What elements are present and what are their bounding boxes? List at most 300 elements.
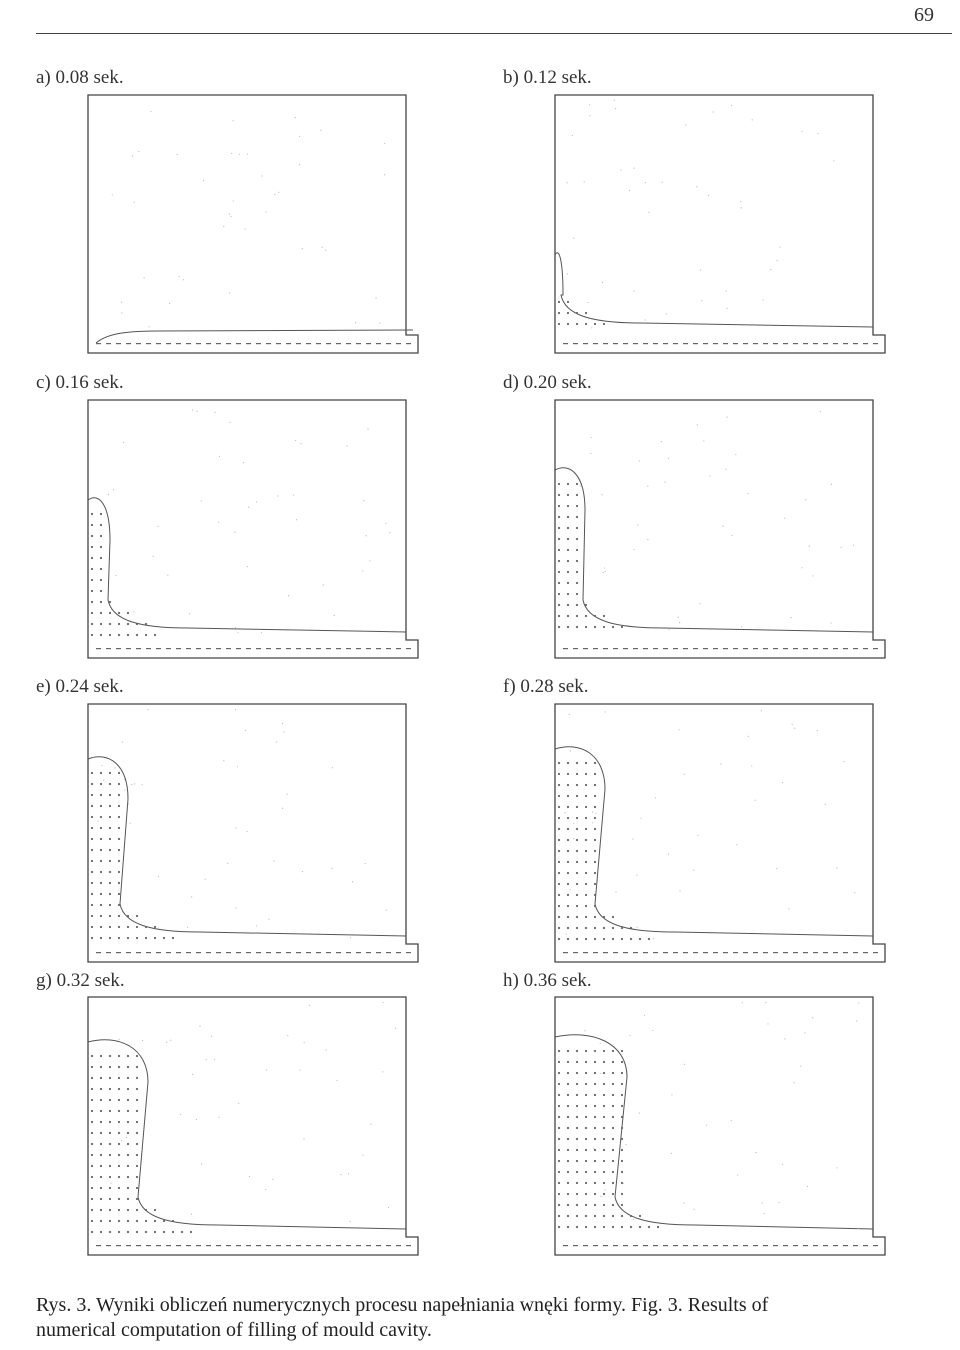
- noise-speck: [620, 169, 621, 170]
- velocity-dot: [567, 505, 569, 507]
- noise-speck: [573, 823, 574, 824]
- scan-noise: [584, 1002, 859, 1229]
- noise-speck: [272, 1179, 273, 1180]
- velocity-dot: [567, 483, 569, 485]
- velocity-dot: [585, 817, 587, 819]
- noise-speck: [229, 213, 230, 214]
- velocity-dot: [136, 937, 138, 939]
- velocity-arrow: [296, 952, 301, 953]
- velocity-arrow: [813, 1245, 818, 1246]
- velocity-arrow: [693, 343, 698, 344]
- noise-speck: [231, 153, 232, 154]
- noise-speck: [192, 1074, 193, 1075]
- velocity-arrow: [176, 648, 181, 649]
- noise-speck: [584, 1030, 585, 1031]
- velocity-dot: [567, 615, 569, 617]
- velocity-dot: [100, 1066, 102, 1068]
- velocity-arrow: [623, 343, 628, 344]
- noise-speck: [636, 875, 637, 876]
- noise-speck: [287, 794, 288, 795]
- velocity-arrow: [633, 648, 638, 649]
- noise-speck: [362, 570, 363, 571]
- noise-speck: [295, 440, 296, 441]
- velocity-arrow: [843, 1245, 848, 1246]
- velocity-arrow: [733, 1245, 738, 1246]
- noise-speck: [602, 282, 603, 283]
- velocity-dot: [100, 590, 102, 592]
- noise-speck: [709, 475, 710, 476]
- noise-speck: [699, 603, 700, 604]
- velocity-dot: [585, 1193, 587, 1195]
- noise-speck: [809, 546, 810, 547]
- velocity-dot: [558, 817, 560, 819]
- velocity-dot: [576, 1215, 578, 1217]
- simulation-panel-g: [88, 997, 418, 1257]
- velocity-dot: [100, 1110, 102, 1112]
- noise-speck: [235, 827, 236, 828]
- noise-speck: [770, 269, 771, 270]
- velocity-arrow: [743, 343, 748, 344]
- velocity-arrow: [843, 648, 848, 649]
- velocity-arrow: [653, 648, 658, 649]
- velocity-dot: [558, 1094, 560, 1096]
- noise-speck: [350, 937, 351, 938]
- velocity-dot: [594, 1138, 596, 1140]
- noise-speck: [788, 908, 789, 909]
- velocity-dot: [576, 1127, 578, 1129]
- velocity-arrow: [613, 648, 618, 649]
- velocity-arrow: [406, 1245, 411, 1246]
- noise-speck: [668, 853, 669, 854]
- velocity-arrow: [136, 648, 141, 649]
- velocity-arrow: [793, 952, 798, 953]
- velocity-dot: [136, 1187, 138, 1189]
- velocity-arrow: [246, 952, 251, 953]
- velocity-dot: [603, 1215, 605, 1217]
- velocity-arrow: [733, 648, 738, 649]
- velocity-arrow: [116, 952, 121, 953]
- velocity-arrow: [196, 1245, 201, 1246]
- velocity-dot: [109, 926, 111, 928]
- velocity-arrow: [603, 648, 608, 649]
- velocity-arrow: [376, 1245, 381, 1246]
- velocity-dot: [558, 323, 560, 325]
- velocity-dot: [639, 938, 641, 940]
- noise-speck: [603, 572, 604, 573]
- velocity-dot: [145, 1220, 147, 1222]
- velocity-arrow: [833, 648, 838, 649]
- noise-speck: [697, 424, 698, 425]
- velocity-dot: [136, 1176, 138, 1178]
- free-surface-line: [555, 468, 873, 632]
- noise-speck: [566, 933, 567, 934]
- noise-speck: [158, 876, 159, 877]
- simulation-panel-e: [88, 704, 418, 964]
- panel-label-b: b) 0.12 sek.: [503, 67, 592, 88]
- velocity-arrow: [306, 343, 311, 344]
- velocity-dot: [630, 1226, 632, 1228]
- velocity-dot: [118, 634, 120, 636]
- velocity-dot: [603, 1094, 605, 1096]
- noise-speck: [223, 226, 224, 227]
- noise-speck: [742, 1002, 743, 1003]
- velocity-dot: [91, 1110, 93, 1112]
- velocity-arrow: [156, 1245, 161, 1246]
- noise-speck: [569, 889, 570, 890]
- noise-speck: [238, 1103, 239, 1104]
- noise-speck: [346, 445, 347, 446]
- velocity-dot: [91, 772, 93, 774]
- velocity-dot: [567, 1072, 569, 1074]
- noise-speck: [130, 823, 131, 824]
- velocity-dot: [127, 1231, 129, 1233]
- velocity-dot: [567, 1215, 569, 1217]
- velocity-dot: [594, 1149, 596, 1151]
- noise-speck: [177, 154, 178, 155]
- noise-speck: [685, 124, 686, 125]
- velocity-dot: [567, 839, 569, 841]
- velocity-dot: [585, 1116, 587, 1118]
- velocity-dot: [100, 915, 102, 917]
- velocity-arrow: [236, 343, 241, 344]
- velocity-arrow: [276, 952, 281, 953]
- velocity-dot: [91, 849, 93, 851]
- velocity-dot: [603, 1116, 605, 1118]
- velocity-arrow: [306, 648, 311, 649]
- velocity-dot: [127, 1088, 129, 1090]
- velocity-arrow: [316, 1245, 321, 1246]
- velocity-dot: [576, 872, 578, 874]
- noise-speck: [121, 1140, 122, 1141]
- panel-f-svg: [555, 704, 885, 964]
- mould-outline: [88, 400, 418, 658]
- velocity-dot: [576, 1094, 578, 1096]
- velocity-arrow: [166, 343, 171, 344]
- noise-speck: [101, 765, 102, 766]
- noise-speck: [723, 526, 724, 527]
- velocity-arrow: [396, 343, 401, 344]
- noise-speck: [615, 108, 616, 109]
- velocity-dot: [576, 828, 578, 830]
- noise-speck: [283, 731, 284, 732]
- velocity-dot: [91, 623, 93, 625]
- velocity-dot: [603, 626, 605, 628]
- velocity-dot: [558, 1050, 560, 1052]
- free-surface-line: [555, 747, 873, 936]
- velocity-dot: [567, 1193, 569, 1195]
- velocity-vectors: [91, 772, 411, 953]
- velocity-dot: [594, 1160, 596, 1162]
- noise-speck: [683, 1203, 684, 1204]
- velocity-dot: [109, 860, 111, 862]
- velocity-dot: [585, 626, 587, 628]
- velocity-dot: [136, 1231, 138, 1233]
- velocity-dot: [109, 937, 111, 939]
- velocity-arrow: [703, 343, 708, 344]
- velocity-dot: [91, 590, 93, 592]
- velocity-dot: [558, 828, 560, 830]
- velocity-dot: [91, 805, 93, 807]
- velocity-dot: [585, 762, 587, 764]
- velocity-dot: [621, 1094, 623, 1096]
- velocity-dot: [558, 861, 560, 863]
- velocity-dot: [91, 1066, 93, 1068]
- noise-speck: [605, 711, 606, 712]
- velocity-dot: [118, 849, 120, 851]
- noise-speck: [166, 1042, 167, 1043]
- noise-speck: [671, 1094, 672, 1095]
- simulation-panel-f: [555, 704, 885, 964]
- velocity-arrow: [853, 343, 858, 344]
- velocity-dot: [558, 1193, 560, 1195]
- velocity-arrow: [306, 1245, 311, 1246]
- velocity-dot: [567, 1171, 569, 1173]
- velocity-dot: [91, 601, 93, 603]
- noise-speck: [777, 260, 778, 261]
- velocity-dot: [567, 927, 569, 929]
- velocity-vectors: [91, 1055, 411, 1246]
- velocity-dot: [585, 1138, 587, 1140]
- noise-speck: [567, 273, 568, 274]
- velocity-dot: [100, 546, 102, 548]
- panel-a-svg: [88, 95, 418, 355]
- velocity-dot: [118, 937, 120, 939]
- free-surface-line: [96, 330, 413, 343]
- velocity-dot: [109, 816, 111, 818]
- noise-speck: [375, 297, 376, 298]
- velocity-arrow: [563, 343, 568, 344]
- velocity-dot: [100, 860, 102, 862]
- noise-speck: [589, 104, 590, 105]
- velocity-dot: [558, 916, 560, 918]
- velocity-arrow: [683, 1245, 688, 1246]
- noise-speck: [595, 813, 596, 814]
- noise-speck: [600, 1196, 601, 1197]
- velocity-arrow: [346, 1245, 351, 1246]
- velocity-dot: [100, 882, 102, 884]
- noise-speck: [134, 202, 135, 203]
- noise-speck: [764, 1213, 765, 1214]
- velocity-arrow: [326, 648, 331, 649]
- panel-g-svg: [88, 997, 418, 1257]
- velocity-dot: [594, 916, 596, 918]
- velocity-dot: [603, 323, 605, 325]
- noise-speck: [382, 1071, 383, 1072]
- noise-speck: [573, 838, 574, 839]
- velocity-dot: [576, 817, 578, 819]
- noise-speck: [639, 460, 640, 461]
- noise-speck: [778, 1202, 779, 1203]
- noise-speck: [731, 1120, 732, 1121]
- velocity-dot: [91, 1165, 93, 1167]
- noise-speck: [245, 730, 246, 731]
- velocity-dot: [100, 1055, 102, 1057]
- velocity-arrow: [206, 648, 211, 649]
- noise-speck: [830, 622, 831, 623]
- velocity-arrow: [833, 343, 838, 344]
- velocity-dot: [558, 1160, 560, 1162]
- velocity-arrow: [663, 1245, 668, 1246]
- noise-speck: [352, 881, 353, 882]
- velocity-dot: [127, 1055, 129, 1057]
- velocity-dot: [576, 626, 578, 628]
- noise-speck: [782, 782, 783, 783]
- caption-line-1: Rys. 3. Wyniki obliczeń numerycznych procesu napełniania wnęki formy. Fig. 3. Results of: [36, 1294, 769, 1316]
- velocity-arrow: [793, 648, 798, 649]
- velocity-dot: [567, 1182, 569, 1184]
- noise-speck: [179, 276, 180, 277]
- velocity-dot: [558, 527, 560, 529]
- noise-speck: [755, 1152, 756, 1153]
- noise-speck: [205, 1059, 206, 1060]
- noise-speck: [276, 741, 277, 742]
- velocity-dot: [621, 1083, 623, 1085]
- velocity-dot: [118, 1088, 120, 1090]
- velocity-dot: [612, 1204, 614, 1206]
- velocity-dot: [612, 1226, 614, 1228]
- velocity-arrow: [623, 648, 628, 649]
- velocity-arrow: [823, 648, 828, 649]
- velocity-dot: [136, 1220, 138, 1222]
- noise-speck: [840, 547, 841, 548]
- noise-speck: [122, 741, 123, 742]
- noise-speck: [668, 458, 669, 459]
- velocity-arrow: [853, 1245, 858, 1246]
- noise-speck: [754, 800, 755, 801]
- velocity-arrow: [316, 952, 321, 953]
- velocity-dot: [100, 612, 102, 614]
- noise-speck: [591, 327, 592, 328]
- noise-speck: [124, 779, 125, 780]
- velocity-arrow: [236, 1245, 241, 1246]
- velocity-dot: [100, 1143, 102, 1145]
- velocity-dot: [172, 1231, 174, 1233]
- velocity-dot: [639, 1226, 641, 1228]
- noise-speck: [148, 709, 149, 710]
- velocity-dot: [585, 883, 587, 885]
- velocity-dot: [91, 546, 93, 548]
- velocity-dot: [567, 762, 569, 764]
- noise-speck: [116, 575, 117, 576]
- noise-speck: [302, 248, 303, 249]
- velocity-dot: [585, 916, 587, 918]
- velocity-dot: [612, 1083, 614, 1085]
- noise-speck: [282, 723, 283, 724]
- noise-speck: [274, 194, 275, 195]
- velocity-arrow: [563, 1245, 568, 1246]
- velocity-dot: [91, 1220, 93, 1222]
- velocity-arrow: [136, 952, 141, 953]
- velocity-arrow: [713, 343, 718, 344]
- velocity-arrow: [166, 1245, 171, 1246]
- noise-speck: [211, 1036, 212, 1037]
- velocity-dot: [567, 905, 569, 907]
- noise-speck: [248, 507, 249, 508]
- velocity-dot: [100, 1154, 102, 1156]
- velocity-dot: [100, 849, 102, 851]
- velocity-dot: [100, 1132, 102, 1134]
- noise-speck: [573, 237, 574, 238]
- panel-label-f: f) 0.28 sek.: [503, 676, 589, 697]
- noise-speck: [169, 303, 170, 304]
- velocity-dot: [576, 582, 578, 584]
- velocity-dot: [558, 1215, 560, 1217]
- velocity-arrow: [783, 343, 788, 344]
- velocity-dot: [100, 513, 102, 515]
- velocity-dot: [136, 1066, 138, 1068]
- velocity-dot: [163, 937, 165, 939]
- velocity-arrow: [236, 952, 241, 953]
- velocity-dot: [603, 1226, 605, 1228]
- velocity-arrow: [663, 343, 668, 344]
- velocity-dot: [109, 1143, 111, 1145]
- velocity-dot: [567, 527, 569, 529]
- velocity-dot: [100, 1121, 102, 1123]
- velocity-arrow: [216, 952, 221, 953]
- scan-noise: [567, 100, 835, 329]
- noise-speck: [748, 736, 749, 737]
- noise-speck: [234, 532, 235, 533]
- velocity-dot: [585, 850, 587, 852]
- velocity-dot: [621, 626, 623, 628]
- noise-speck: [243, 462, 244, 463]
- noise-speck: [751, 765, 752, 766]
- velocity-dot: [621, 1127, 623, 1129]
- velocity-arrow: [116, 1245, 121, 1246]
- velocity-dot: [118, 1055, 120, 1057]
- page-number: 69: [914, 4, 934, 26]
- velocity-dot: [594, 839, 596, 841]
- velocity-dot: [585, 615, 587, 617]
- noise-speck: [765, 1002, 766, 1003]
- noise-speck: [727, 416, 728, 417]
- velocity-dot: [118, 1154, 120, 1156]
- velocity-arrow: [396, 952, 401, 953]
- velocity-dot: [558, 1061, 560, 1063]
- velocity-dot: [594, 806, 596, 808]
- velocity-arrow: [703, 952, 708, 953]
- noise-speck: [666, 313, 667, 314]
- velocity-dot: [136, 1132, 138, 1134]
- velocity-dot: [576, 1072, 578, 1074]
- noise-speck: [323, 584, 324, 585]
- velocity-arrow: [116, 343, 121, 344]
- velocity-arrow: [673, 1245, 678, 1246]
- noise-speck: [782, 1164, 783, 1165]
- velocity-dot: [127, 1154, 129, 1156]
- velocity-arrow: [763, 1245, 768, 1246]
- noise-speck: [304, 1042, 305, 1043]
- noise-speck: [229, 292, 230, 293]
- velocity-dot: [100, 535, 102, 537]
- velocity-arrow: [146, 1245, 151, 1246]
- velocity-dot: [567, 784, 569, 786]
- noise-speck: [700, 269, 701, 270]
- velocity-dot: [594, 784, 596, 786]
- noise-speck: [346, 1228, 347, 1229]
- noise-speck: [736, 844, 737, 845]
- noise-speck: [678, 729, 679, 730]
- velocity-dot: [145, 926, 147, 928]
- noise-speck: [384, 174, 385, 175]
- noise-speck: [363, 500, 364, 501]
- velocity-dot: [567, 560, 569, 562]
- velocity-dot: [118, 1176, 120, 1178]
- velocity-arrow: [336, 1245, 341, 1246]
- velocity-dot: [118, 794, 120, 796]
- velocity-arrow: [783, 1245, 788, 1246]
- velocity-arrow: [146, 343, 151, 344]
